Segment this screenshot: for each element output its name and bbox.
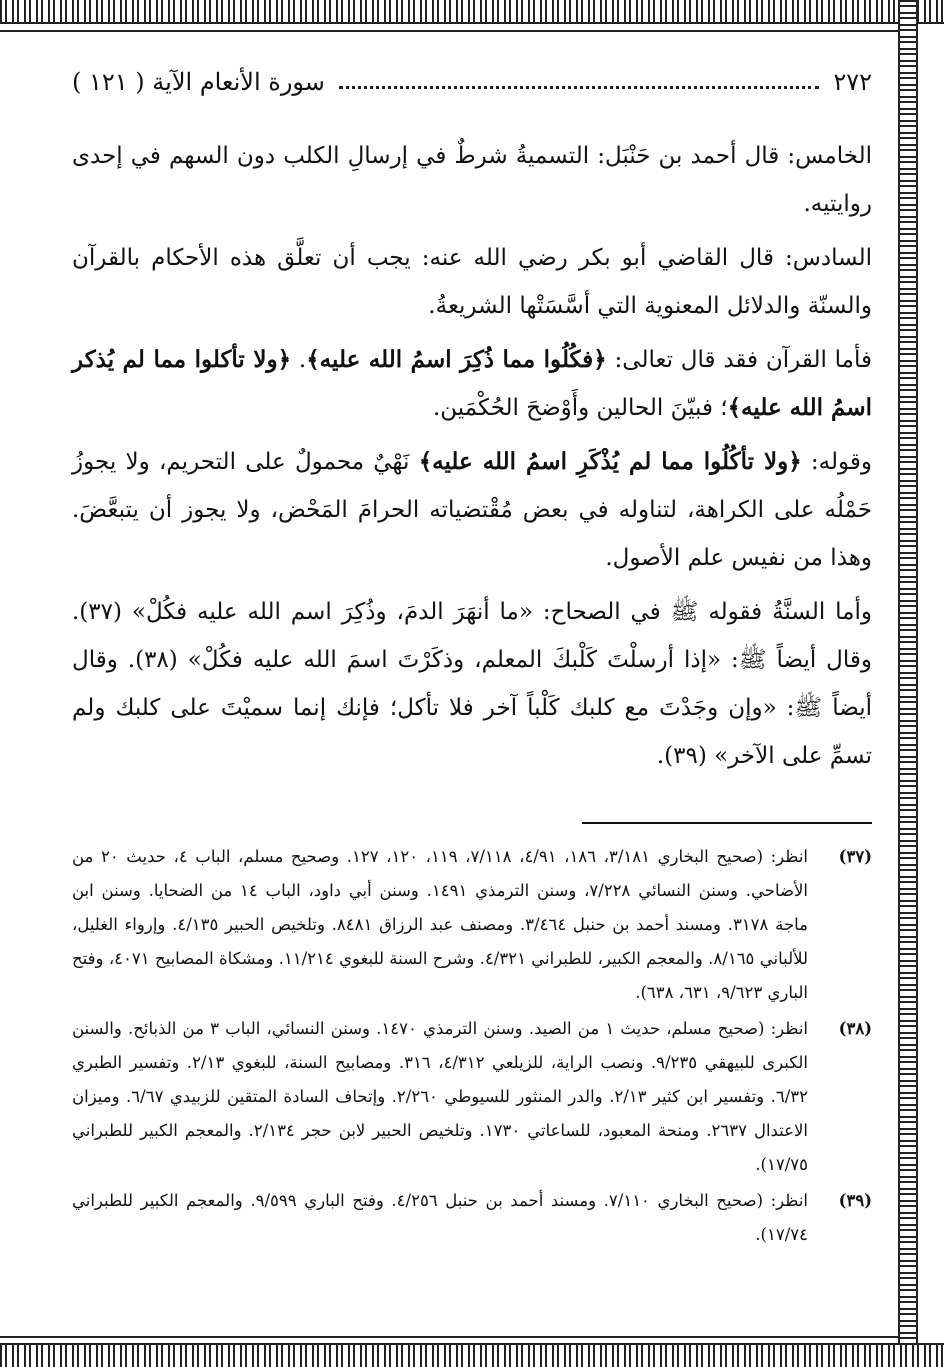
footnote-number: (٣٧) [838,847,872,866]
border-bottom-rule [0,1336,898,1338]
footnote-text: انظر: (صحيح البخاري ٣/١٨١، ١٨٦، ٤/٩١، ٧/١١٨، ١١٩، ١٢٠، ١٢٧. وصحيح مسلم، الباب ٤، حديث ٢٠ من الأضاحي. وسنن النسائي ٧/٢٢٨، وسنن الترمذي ١٤٩١. وسنن أبي داود، الباب ١٤ من الضحايا. وسنن ابن ماجة ٣١٧٨. ومسند أحمد بن حنبل ٣/٤٦٤. ومصنف عبد الرزاق ٨٤٨١. وتلخيص الحبير ٤/١٣٥. وإرواء الغليل، للألباني ٨/١٦٥. والمعجم الكبير، للطبراني ٤/٣٢١. وشرح السنة للبغوي ١١/٢١٤. ومشكاة المصابيح ٤٠٧١، وفتح الباري ٩/٦٢٣، ٦٣١، ٦٣٨). [72,847,809,1002]
header-dotted-leader [339,76,819,89]
border-bottom [0,1343,944,1367]
border-top [0,0,944,24]
text-run: . [291,347,307,373]
paragraph-quran [72,336,872,432]
paragraph-sunnah: وأما السنَّةُ فقوله ﷺ في الصحاح: «ما أنهَرَ الدمَ، وذُكِرَ اسم الله عليه فكُلْ» (٣٧). وقال أيضاً ﷺ: «إذا أرسلْتَ كَلْبكَ المعلم، وذكَرْتَ اسمَ الله عليه فكُلْ» (٣٨). وقال أيضاً ﷺ: «وإن وجَدْتَ مع كلبك كَلْباً آخر فلا تأكل؛ فإنك إنما سميْتَ على كلبك ولم تسمِّ على الآخر» (٣٩). [72,599,873,769]
running-header [72,60,872,104]
paragraph-prohibition [72,438,872,582]
footnote-text: انظر: (صحيح البخاري ٧/١١٠. ومسند أحمد بن حنبل ٤/٢٥٦. وفتح الباري ٩/٥٩٩. والمعجم الكبير للطبراني ١٧/٧٤). [72,1191,808,1244]
page-number: ٢٧٢ [833,68,872,96]
footnote-item [72,840,872,1010]
border-right [898,0,918,1367]
text-run: ؛ فبيّنَ الحالين وأَوْضحَ الحُكْمَين. [432,395,728,421]
surah-title: سورة الأنعام الآية ( ١٢١ ) [72,68,325,96]
footnote-item [72,1012,872,1182]
footnote-separator [582,822,872,824]
text-run: وقوله: [801,449,873,475]
footnotes [72,840,872,1252]
quran-quote: ﴿ولا تأكُلُوا مما لم يُذْكَرِ اسمُ الله عليه﴾ [418,448,802,475]
border-top-rule [0,30,898,32]
quran-quote: ﴿فكُلُوا مما ذُكِرَ اسمُ الله عليه﴾ [306,346,607,373]
page-content [72,60,872,1254]
footnote-text: انظر: (صحيح مسلم، حديث ١ من الصيد. وسنن الترمذي ١٤٧٠. وسنن النسائي، الباب ٣ من الذبائح. والسنن الكبرى للبيهقي ٩/٢٣٥. ونصب الراية، للزيلعي ٤/٣١٢، ٣١٦. ومصابيح السنة، للبغوي ٢/١٣. وتفسير الطبري ٦/٣٢. وتفسير ابن كثير ٢/١٣. والدر المنثور للسيوطي ٢/٢٦٠. وإتحاف السادة المتقين للزبيدي ٦/٦٧. وميزان الاعتدال ٢٦٣٧. ومنحة المعبود، للساعاتي ١٧٣٠. وتلخيص الحبير لابن حجر ٢/١٣٤. والمعجم الكبير للطبراني ١٧/٧٥). [72,1019,809,1174]
quran-quote: ﴿ولا تأكلوا مما لم يُذكر اسمُ الله عليه﴾ [72,346,872,421]
footnote-number: (٣٨) [838,1019,872,1038]
footnote-item [72,1184,872,1252]
footnote-number: (٣٩) [838,1191,872,1210]
main-text [72,132,872,780]
paragraph-fifth: الخامس: قال أحمد بن حَنْبَل: التسميةُ شرطٌ في إرسالِ الكلب دون السهم في إحدى روايتيه. [72,143,872,217]
paragraph-sixth: السادس: قال القاضي أبو بكر رضي الله عنه: يجب أن تعلَّق هذه الأحكام بالقرآن والسنّة والدلائل المعنوية التي أسَّسَتْها الشريعةُ. [72,245,872,319]
text-run: فأما القرآن فقد قال تعالى: [606,347,872,373]
text-run: نَهْيٌ محمولٌ على التحريم، ولا يجوزُ حَمْلُه على الكراهة، لتناوله في بعض مُقْتضياته الحرامَ المَحْض، ولا يجوز أن يتبعَّضَ. وهذا من نفيس علم الأصول. [72,449,872,571]
